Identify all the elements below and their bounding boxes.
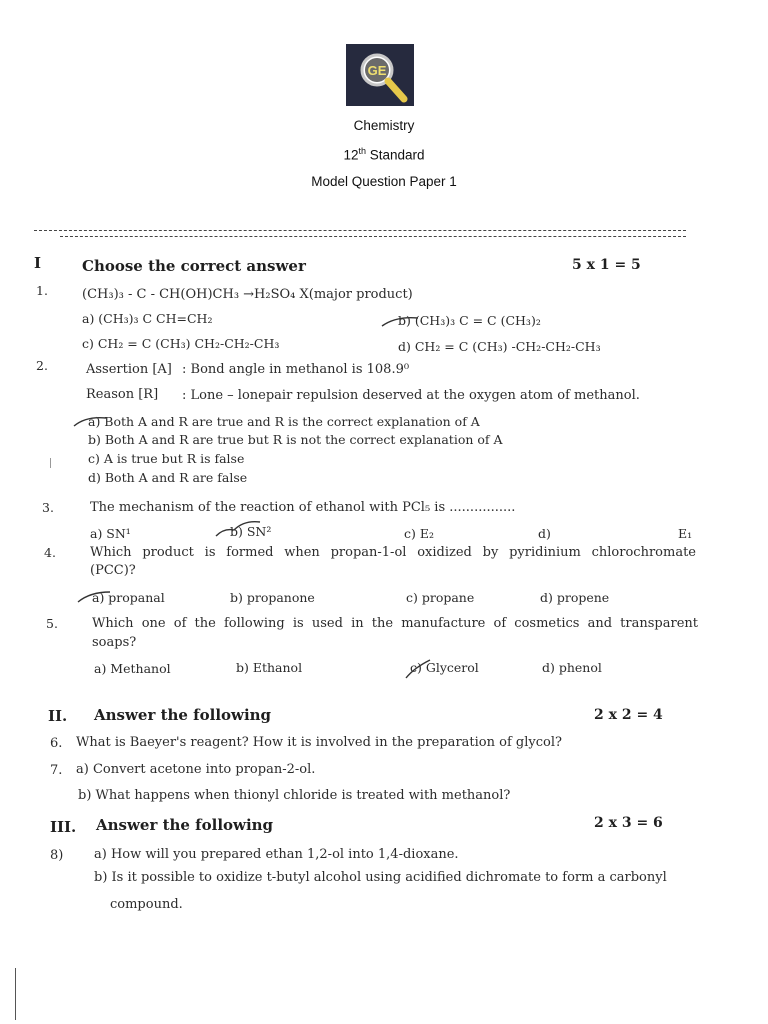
q4-answer-tick-mark: [76, 588, 112, 608]
q3-text: The mechanism of the reaction of ethanol with PCl₅ is ................: [90, 500, 516, 515]
q1-answer-tick-mark: [380, 312, 420, 330]
standard-word: Standard: [369, 147, 425, 163]
q1-option-a: a) (CH₃)₃ C CH=CH₂: [82, 311, 213, 326]
q5-option-a: a) Methanol: [94, 661, 171, 676]
q8b-text-continued: compound.: [110, 897, 183, 912]
subject-title: Chemistry: [353, 118, 415, 133]
q2-option-a: a) Both A and R are true and R is the correct explanation of A: [88, 414, 480, 429]
q5-option-b: b) Ethanol: [236, 660, 303, 675]
q8b-text: b) Is it possible to oxidize t-butyl alcohol using acidified dichromate to form a carbonyl: [94, 870, 667, 885]
q4-text-continued: (PCC)?: [90, 563, 136, 578]
q2-option-b: b) Both A and R are true but R is not the correct explanation of A: [88, 432, 503, 447]
q4-option-a: a) propanal: [92, 590, 165, 605]
q7a-text: a) Convert acetone into propan-2-ol.: [76, 762, 316, 777]
q3-option-d: d): [538, 526, 551, 541]
section2-roman: II.: [48, 707, 68, 725]
divider-line-2: [60, 236, 686, 237]
logo-text: GE: [367, 63, 387, 78]
q5-option-c: c) Glycerol: [410, 660, 479, 675]
q8-number: 8): [50, 848, 64, 863]
q1-option-d: d) CH₂ = C (CH₃) -CH₂-CH₂-CH₃: [398, 339, 601, 354]
q3-option-c: c) E₂: [404, 526, 434, 541]
divider-line: [34, 230, 686, 231]
section2-title: Answer the following: [94, 706, 272, 724]
q3-number: 3.: [42, 500, 54, 515]
q2-reason-text: : Lone – lonepair repulsion deserved at the oxygen atom of methanol.: [182, 388, 640, 403]
standard-title: [0, 146, 768, 163]
section1-marks: 5 x 1 = 5: [572, 257, 641, 273]
q2-assertion-text: : Bond angle in methanol is 108.9⁰: [182, 362, 410, 377]
q3-option-e: E₁: [678, 526, 693, 541]
q4-option-b: b) propanone: [230, 590, 315, 605]
q2-option-c: c) A is true but R is false: [88, 451, 245, 466]
q5-text: Which one of the following is used in the manufacture of cosmetics and transparent: [92, 616, 698, 631]
q1-option-b: b) (CH₃)₃ C = C (CH₃)₂: [398, 313, 541, 328]
q2-answer-tick-mark: [72, 412, 108, 430]
section1-roman: I: [34, 254, 42, 272]
q3-answer-tick-mark: [214, 518, 262, 540]
q5-answer-tick-mark: [404, 656, 432, 680]
q3-option-b: b) SN²: [230, 524, 272, 539]
q2-number: 2.: [36, 358, 48, 373]
q4-number: 4.: [44, 545, 56, 560]
q7-number: 7.: [50, 763, 63, 778]
q6-text: What is Baeyer's reagent? How it is involved in the preparation of glycol?: [76, 735, 562, 750]
q5-text-continued: soaps?: [92, 635, 137, 650]
standard-superscript: th: [358, 146, 366, 156]
standard-number: 12: [343, 147, 359, 163]
q1-text: (CH₃)₃ - C - CH(OH)CH₃ →H₂SO₄ X(major product): [82, 287, 413, 302]
q1-option-c: c) CH₂ = C (CH₃) CH₂-CH₂-CH₃: [82, 336, 280, 351]
q2-option-d: d) Both A and R are false: [88, 470, 248, 485]
section2-marks: 2 x 2 = 4: [594, 707, 663, 723]
q1-number: 1.: [36, 283, 48, 298]
paper-title: Model Question Paper 1: [311, 174, 457, 189]
q2-reason-label: Reason [R]: [86, 387, 159, 402]
q8a-text: a) How will you prepared ethan 1,2-ol into 1,4-dioxane.: [94, 847, 459, 862]
binding-margin-line: [15, 968, 16, 1020]
q5-number: 5.: [46, 616, 58, 631]
section1-title: Choose the correct answer: [82, 257, 306, 275]
q4-option-d: d) propene: [540, 590, 610, 605]
q6-number: 6.: [50, 736, 63, 751]
section3-roman: III.: [50, 818, 77, 836]
q7b-text: b) What happens when thionyl chloride is treated with methanol?: [78, 788, 511, 803]
margin-mark: [50, 458, 51, 468]
section3-marks: 2 x 3 = 6: [594, 815, 663, 831]
magnifier-logo-icon: [346, 44, 414, 106]
q5-option-d: d) phenol: [542, 660, 602, 675]
q4-option-c: c) propane: [406, 590, 475, 605]
section3-title: Answer the following: [96, 816, 274, 834]
q2-assertion-label: Assertion [A]: [86, 362, 172, 377]
q3-option-a: a) SN¹: [90, 526, 131, 541]
logo: [346, 44, 414, 106]
q4-text: Which product is formed when propan-1-ol oxidized by pyridinium chlorochromate: [90, 545, 696, 560]
